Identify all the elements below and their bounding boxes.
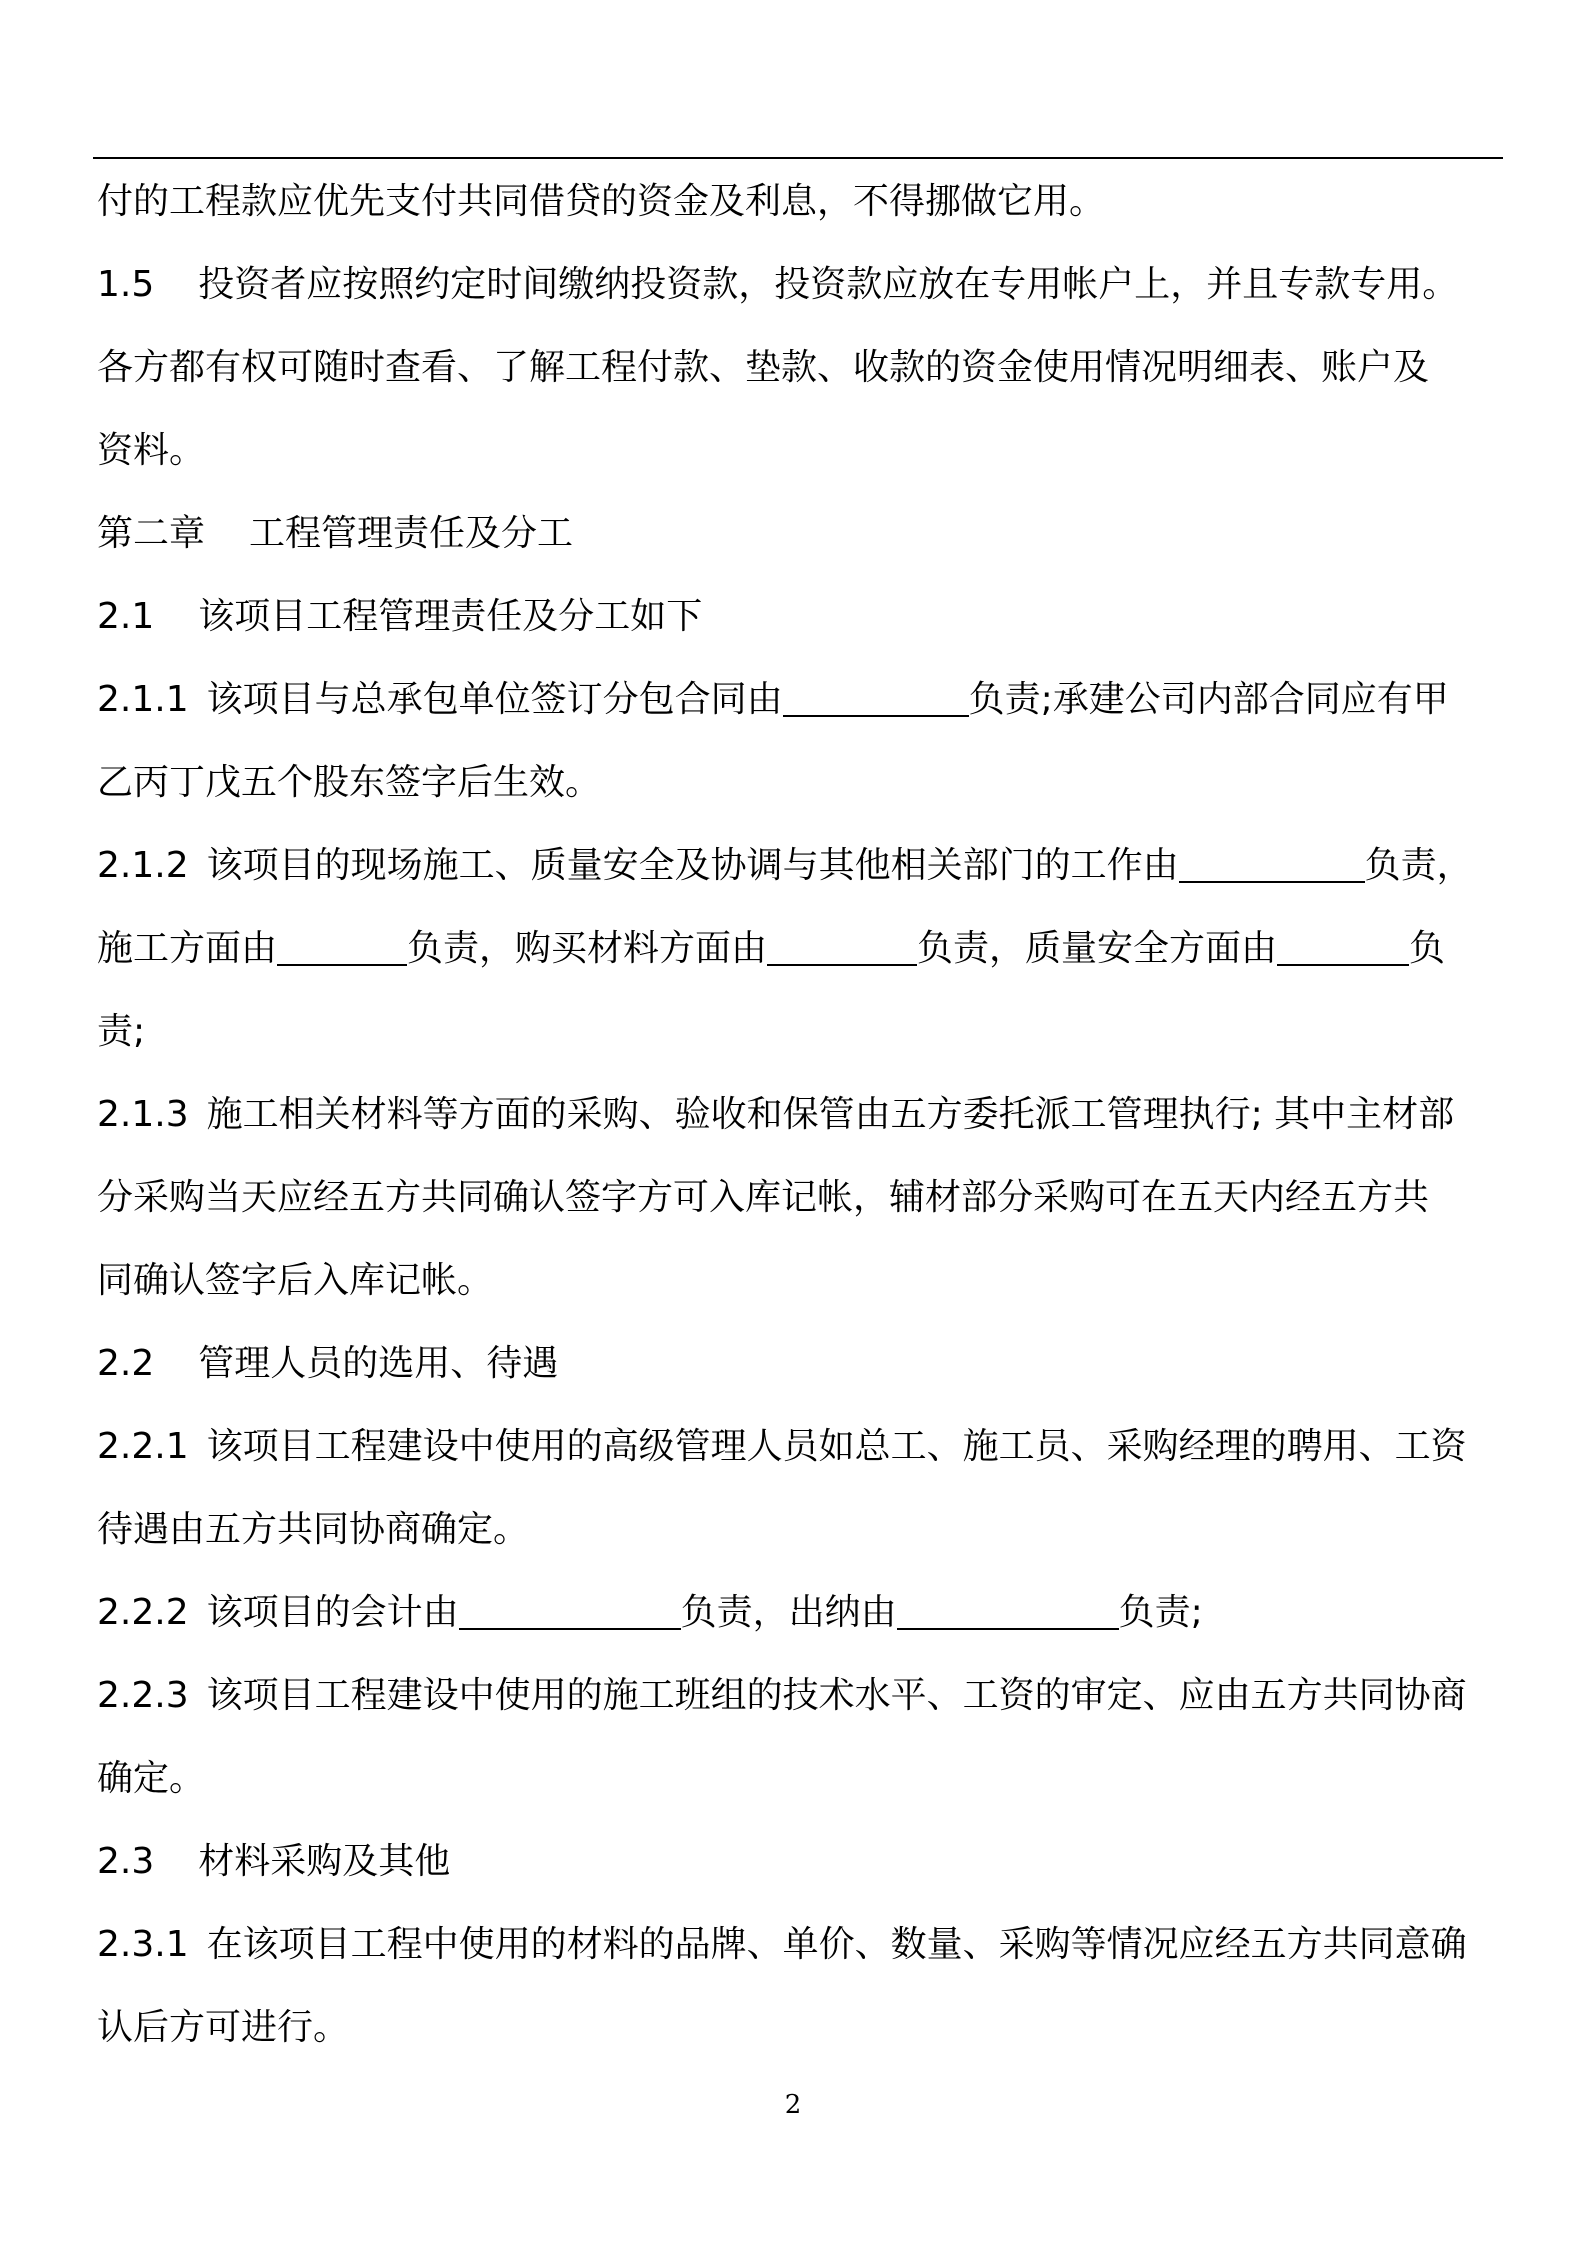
clause-2-3 [97, 1820, 1507, 1903]
text-line [97, 326, 1507, 409]
text-line [97, 160, 1507, 243]
clause-text: 管理人员的选用、待遇 [198, 1343, 559, 1384]
fill-in-blank[interactable] [783, 681, 969, 717]
clause-number: 2.1.3 [97, 1094, 189, 1135]
clause-2-1-2 [97, 824, 1507, 907]
clause-2-2 [97, 1322, 1507, 1405]
clause-text: 该项目工程建设中使用的施工班组的技术水平、工资的审定、应由五方共同协商 [206, 1675, 1467, 1716]
clause-number: 2.2.2 [97, 1592, 189, 1633]
text-line [97, 1488, 1507, 1571]
line-text: 各方都有权可随时查看、了解工程付款、垫款、收款的资金使用情况明细表、账户及 [97, 347, 1430, 388]
clause-number: 1.5 [97, 264, 155, 305]
line-text: 同确认签字后入库记帐。 [97, 1260, 494, 1301]
fill-in-blank[interactable] [459, 1594, 681, 1630]
clause-number: 2.2 [97, 1343, 155, 1384]
fill-in-blank[interactable] [897, 1594, 1119, 1630]
line-text: 资料。 [97, 430, 206, 471]
line-text: 负责，购买材料方面由 [407, 928, 768, 969]
chapter-title: 工程管理责任及分工 [249, 513, 574, 554]
document-body [97, 160, 1507, 2069]
clause-text: 施工相关材料等方面的采购、验收和保管由五方委托派工管理执行; 其中主材部 [206, 1094, 1455, 1135]
text-line [97, 1986, 1507, 2069]
line-text: 责; [97, 1011, 146, 1052]
clause-text: 负责， [1364, 845, 1473, 886]
clause-text: 该项目与总承包单位签订分包合同由 [206, 679, 783, 720]
fill-in-blank[interactable] [1179, 847, 1365, 883]
page-number: 2 [784, 2090, 802, 2120]
text-line [97, 409, 1507, 492]
text-line [97, 990, 1507, 1073]
clause-text: 该项目的现场施工、质量安全及协调与其他相关部门的工作由 [206, 845, 1179, 886]
clause-text: 该项目工程管理责任及分工如下 [198, 596, 703, 637]
clause-number: 2.1.1 [97, 679, 189, 720]
clause-number: 2.1 [97, 596, 155, 637]
line-text: 乙丙丁戊五个股东签字后生效。 [97, 762, 602, 803]
fill-in-blank[interactable] [767, 930, 917, 966]
clause-text: 该项目工程建设中使用的高级管理人员如总工、施工员、采购经理的聘用、工资 [206, 1426, 1467, 1467]
clause-text: 该项目的会计由 [206, 1592, 459, 1633]
text-line [97, 741, 1507, 824]
clause-2-2-3 [97, 1654, 1507, 1737]
clause-text: 负责;承建公司内部合同应有甲 [968, 679, 1449, 720]
clause-text: 材料采购及其他 [198, 1841, 451, 1882]
text-line [97, 1737, 1507, 1820]
fill-in-blank[interactable] [1277, 930, 1409, 966]
clause-2-3-1 [97, 1903, 1507, 1986]
line-text: 分采购当天应经五方共同确认签字方可入库记帐，辅材部分采购可在五天内经五方共 [97, 1177, 1430, 1218]
text-line [97, 1156, 1507, 1239]
clause-text: 投资者应按照约定时间缴纳投资款，投资款应放在专用帐户上，并且专款专用。 [198, 264, 1459, 305]
clause-number: 2.3 [97, 1841, 155, 1882]
chapter-number: 第二章 [97, 513, 206, 554]
text-line [97, 1239, 1507, 1322]
clause-2-1-1 [97, 658, 1507, 741]
line-text: 负 [1409, 928, 1446, 969]
clause-number: 2.1.2 [97, 845, 189, 886]
line-text: 负责，质量安全方面由 [917, 928, 1278, 969]
clause-2-1-3 [97, 1073, 1507, 1156]
text-line [97, 907, 1507, 990]
line-text: 待遇由五方共同协商确定。 [97, 1509, 530, 1550]
clause-2-2-2 [97, 1571, 1507, 1654]
chapter-heading [97, 492, 1507, 575]
clause-text: 负责; [1118, 1592, 1203, 1633]
clause-number: 2.2.1 [97, 1426, 189, 1467]
clause-text: 在该项目工程中使用的材料的品牌、单价、数量、采购等情况应经五方共同意确 [206, 1924, 1467, 1965]
header-rule [93, 157, 1503, 159]
line-text: 认后方可进行。 [97, 2007, 350, 2048]
clause-2-2-1 [97, 1405, 1507, 1488]
line-text: 施工方面由 [97, 928, 278, 969]
clause-number: 2.3.1 [97, 1924, 189, 1965]
clause-1-5 [97, 243, 1507, 326]
line-text: 付的工程款应优先支付共同借贷的资金及利息，不得挪做它用。 [97, 181, 1106, 222]
line-text: 确定。 [97, 1758, 206, 1799]
clause-number: 2.2.3 [97, 1675, 189, 1716]
fill-in-blank[interactable] [277, 930, 407, 966]
clause-2-1 [97, 575, 1507, 658]
clause-text: 负责，出纳由 [680, 1592, 897, 1633]
